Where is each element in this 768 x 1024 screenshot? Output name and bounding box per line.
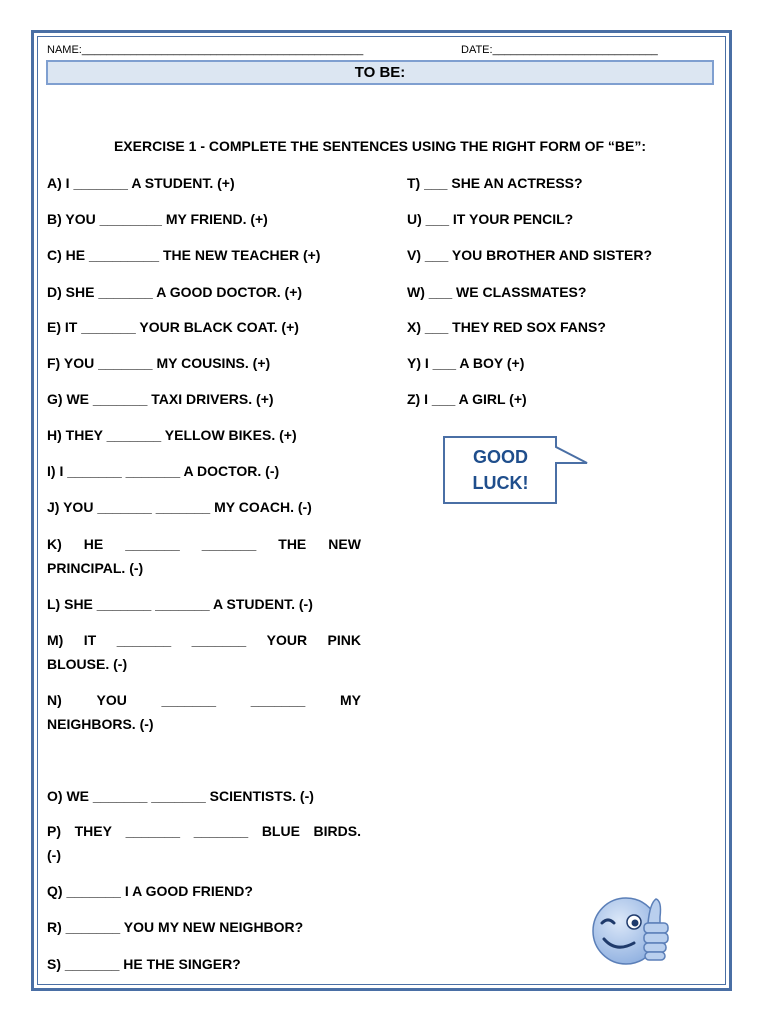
sentence-g: G) WE _______ TAXI DRIVERS. (+): [47, 391, 274, 407]
callout-line-1: GOOD: [472, 447, 528, 467]
word: PINK: [327, 632, 361, 648]
date-field: DATE:___________________________: [461, 44, 658, 56]
sentence-n-line2: NEIGHBORS. (-): [47, 716, 154, 732]
callout-line-2: LUCK!: [472, 473, 529, 493]
sentence-k: [47, 532, 361, 580]
blank: _______: [191, 632, 247, 648]
worksheet-title: TO BE:: [46, 60, 714, 85]
sentence-h: H) THEY _______ YELLOW BIKES. (+): [47, 427, 297, 443]
word: BIRDS.: [313, 823, 361, 839]
blank: _______: [250, 692, 306, 708]
name-field: NAME:______________________________________________: [47, 44, 364, 56]
blank: _______: [125, 536, 180, 552]
word: IT: [83, 632, 97, 648]
sentence-s: S) _______ HE THE SINGER?: [47, 956, 241, 972]
word: THE: [278, 536, 307, 552]
word: YOUR: [266, 632, 308, 648]
sentence-a: A) I _______ A STUDENT. (+): [47, 175, 235, 191]
sentence-l: L) SHE _______ _______ A STUDENT. (-): [47, 596, 313, 612]
word: N): [47, 692, 62, 708]
blank: _______: [125, 823, 181, 839]
word: THEY: [74, 823, 112, 839]
sentence-m-line2: BLOUSE. (-): [47, 656, 128, 672]
sentence-o: O) WE _______ _______ SCIENTISTS. (-): [47, 788, 314, 804]
sentence-i: I) I _______ _______ A DOCTOR. (-): [47, 463, 280, 479]
sentence-j: J) YOU _______ _______ MY COACH. (-): [47, 499, 312, 515]
sentence-r: R) _______ YOU MY NEW NEIGHBOR?: [47, 919, 304, 935]
sentence-m: [47, 628, 361, 676]
word: BLUE: [261, 823, 300, 839]
sentence-p-line2: (-): [47, 847, 61, 863]
sentence-y: Y) I ___ A BOY (+): [407, 355, 525, 371]
sentence-n: [47, 688, 361, 736]
word: MY: [339, 692, 361, 708]
exercise-heading: EXERCISE 1 - COMPLETE THE SENTENCES USING THE RIGHT FORM OF “BE”:: [113, 138, 647, 154]
sentence-b: B) YOU ________ MY FRIEND. (+): [47, 211, 268, 227]
sentence-e: E) IT _______ YOUR BLACK COAT. (+): [47, 319, 299, 335]
sentence-k-line2: PRINCIPAL. (-): [47, 560, 144, 576]
word: YOU: [96, 692, 127, 708]
sentence-u: U) ___ IT YOUR PENCIL?: [407, 211, 574, 227]
sentence-v: V) ___ YOU BROTHER AND SISTER?: [407, 247, 653, 263]
blank: _______: [116, 632, 172, 648]
sentence-c: C) HE _________ THE NEW TEACHER (+): [47, 247, 321, 263]
sentence-z: Z) I ___ A GIRL (+): [407, 391, 527, 407]
sentence-d: D) SHE _______ A GOOD DOCTOR. (+): [47, 284, 303, 300]
word: P): [47, 823, 61, 839]
word: NEW: [328, 536, 361, 552]
winking-thumbs-up-smiley-icon: [590, 893, 672, 967]
sentence-x: X) ___ THEY RED SOX FANS?: [407, 319, 606, 335]
sentence-q: Q) _______ I A GOOD FRIEND?: [47, 883, 253, 899]
sentence-w: W) ___ WE CLASSMATES?: [407, 284, 587, 300]
blank: _______: [193, 823, 249, 839]
sentence-p: [47, 819, 361, 867]
word: M): [47, 632, 64, 648]
blank: _______: [161, 692, 217, 708]
sentence-f: F) YOU _______ MY COUSINS. (+): [47, 355, 271, 371]
word: K): [47, 536, 62, 552]
blank: _______: [201, 536, 257, 552]
good-luck-text: [444, 444, 557, 496]
sentence-t: T) ___ SHE AN ACTRESS?: [407, 175, 583, 191]
word: HE: [83, 536, 104, 552]
